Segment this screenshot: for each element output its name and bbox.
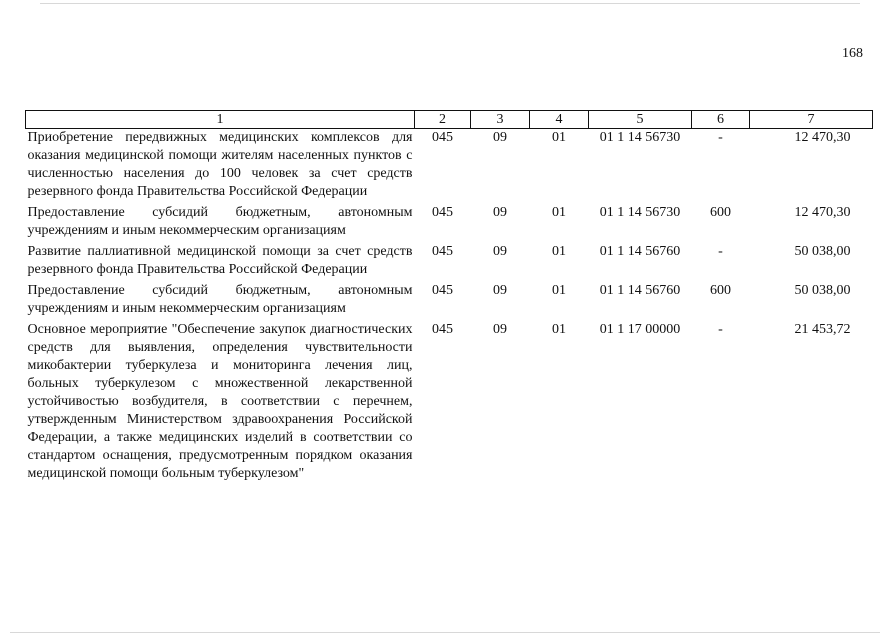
row-code-ministry: 045: [432, 205, 453, 220]
row-name: Основное мероприятие "Обеспечение закупок диагностических средств для выявления, определения чувствительности микобактерии туберкулеза и мониторинга лечения лиц, больных туберкулезом с множественной лекарственной устойчивостью возбудителя, в соответствии с перечнем, утвержденным Министерством здравоохранения Российской Федерации, а также медицинских изделий в соответствии со стандартом оснащения, предусмотренным порядком оказания медицинской помощи больным туберкулезом": [27, 322, 413, 481]
row-code-section: 09: [493, 130, 507, 145]
row-code-subsection: 01: [552, 283, 566, 298]
column-header-5: 5: [589, 111, 692, 129]
row-code-expense-type: -: [718, 322, 723, 337]
row-code-subsection: 01: [552, 205, 566, 220]
row-amount: 50 038,00: [794, 283, 851, 298]
row-code-ministry: 045: [432, 322, 453, 337]
row-code-expense-type: 600: [710, 205, 731, 220]
row-code-target: 01 1 17 00000: [599, 322, 681, 337]
row-code-target: 01 1 14 56730: [599, 130, 681, 145]
table-header-row: [26, 111, 873, 129]
column-header-7: 7: [750, 111, 873, 129]
row-name: Предоставление субсидий бюджетным, автономным учреждениям и иным некоммерческим организациям: [27, 205, 413, 238]
row-amount: 21 453,72: [794, 322, 851, 337]
row-code-expense-type: -: [718, 244, 723, 259]
row-code-section: 09: [493, 244, 507, 259]
row-code-target: 01 1 14 56760: [599, 283, 681, 298]
row-code-subsection: 01: [552, 130, 566, 145]
row-code-section: 09: [493, 322, 507, 337]
budget-table: [25, 110, 873, 486]
column-header-3: 3: [471, 111, 530, 129]
table-row: [26, 243, 873, 282]
row-amount: 50 038,00: [794, 244, 851, 259]
row-code-subsection: 01: [552, 244, 566, 259]
row-code-expense-type: 600: [710, 283, 731, 298]
table-row: [26, 282, 873, 321]
row-amount: 12 470,30: [794, 130, 851, 145]
scan-artifact-bottom: [10, 632, 880, 633]
row-name: Предоставление субсидий бюджетным, автономным учреждениям и иным некоммерческим организациям: [27, 283, 413, 316]
row-code-ministry: 045: [432, 283, 453, 298]
row-code-ministry: 045: [432, 244, 453, 259]
row-code-ministry: 045: [432, 130, 453, 145]
page-number: 168: [842, 46, 863, 61]
row-name: Приобретение передвижных медицинских комплексов для оказания медицинской помощи жителям населенных пунктов с численностью населения до 100 человек за счет средств резервного фонда Правительства Российской Федерации: [27, 130, 413, 199]
row-code-expense-type: -: [718, 130, 723, 145]
row-code-target: 01 1 14 56760: [599, 244, 681, 259]
scan-artifact-top: [40, 3, 860, 4]
table-row: [26, 321, 873, 486]
row-code-section: 09: [493, 283, 507, 298]
table-row: [26, 204, 873, 243]
row-amount: 12 470,30: [794, 205, 851, 220]
row-name: Развитие паллиативной медицинской помощи за счет средств резервного фонда Правительства Российской Федерации: [27, 244, 413, 277]
table-row: [26, 129, 873, 205]
column-header-2: 2: [415, 111, 471, 129]
row-code-target: 01 1 14 56730: [599, 205, 681, 220]
column-header-1: 1: [26, 111, 415, 129]
column-header-4: 4: [530, 111, 589, 129]
row-code-subsection: 01: [552, 322, 566, 337]
column-header-6: 6: [692, 111, 750, 129]
row-code-section: 09: [493, 205, 507, 220]
